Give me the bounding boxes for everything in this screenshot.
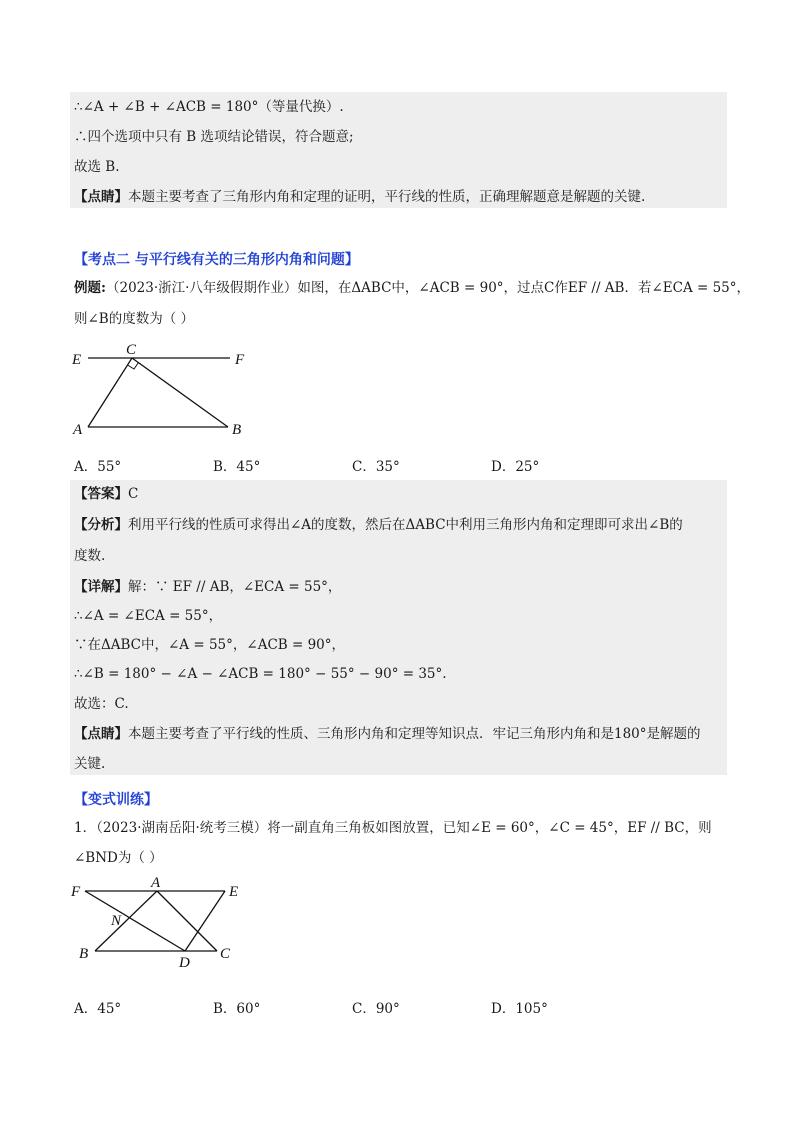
label-n2: N <box>111 913 122 929</box>
solution-line-3: 故选 B. <box>74 159 120 175</box>
answer-value: C <box>128 486 139 502</box>
option-a: A．55° <box>74 459 122 475</box>
analysis-tag: 【分析】 <box>74 517 128 533</box>
label-f2: F <box>71 884 81 900</box>
detail-line-4: ∴∠B = 180° − ∠A − ∠ACB = 180° − 55° − 90° = 35°. <box>74 666 447 682</box>
triangles-figure <box>65 872 250 972</box>
variant-title: 【变式训练】 <box>74 792 158 808</box>
detail-line-3: ∵在ΔABC中，∠A = 55°，∠ACB = 90°， <box>74 637 346 653</box>
label-d2: D <box>179 955 190 971</box>
label-f: F <box>235 352 245 368</box>
label-c2: C <box>220 946 231 962</box>
example-line-1 <box>74 278 750 298</box>
label-a2: A <box>151 875 161 891</box>
tip-line-1 <box>74 724 701 744</box>
detail-text: 解：∵ EF // AB，∠ECA = 55°， <box>128 579 342 595</box>
line-de <box>185 891 225 951</box>
tip2-text: 本题主要考查了平行线的性质、三角形内角和定理等知识点．牢记三角形内角和是180°是解题的 <box>128 726 701 742</box>
tip-line-2: 关键. <box>74 756 106 772</box>
solution-tip <box>74 187 645 207</box>
example-tag: 例题: <box>74 280 106 296</box>
example-line-2: 则∠B的度数为（ ） <box>74 311 195 327</box>
solution-line-1: ∴∠A + ∠B + ∠ACB = 180°（等量代换）. <box>74 99 344 115</box>
line-fd <box>85 891 185 951</box>
question-1-line-1: 1．（2023·湖南岳阳·统考三模）将一副直角三角板如图放置，已知∠E = 60°，∠C = 45°，EF // BC，则 <box>74 820 712 836</box>
option-d: D．25° <box>491 459 540 475</box>
detail-line-2: ∴∠A = ∠ECA = 55°， <box>74 608 223 624</box>
solution-line-2: ∴四个选项中只有 B 选项结论错误，符合题意; <box>74 129 354 145</box>
answer-line <box>74 484 138 504</box>
triangle-figure <box>70 342 260 442</box>
analysis-line-2: 度数. <box>74 548 106 564</box>
tip2-tag: 【点睛】 <box>74 726 128 742</box>
label-b2: B <box>79 946 89 962</box>
line-ba <box>95 891 157 951</box>
label-e2: E <box>229 884 239 900</box>
label-b: B <box>232 422 242 438</box>
option-c: C．35° <box>352 459 400 475</box>
option-d2: D．105° <box>491 1001 548 1017</box>
side-cb <box>132 358 228 427</box>
detail-line-5: 故选：C. <box>74 696 129 712</box>
analysis-line-1 <box>74 515 683 535</box>
line-ac <box>157 891 217 951</box>
label-e: E <box>72 352 82 368</box>
tip-tag: 【点睛】 <box>74 189 128 205</box>
option-a2: A．45° <box>74 1001 122 1017</box>
section-title: 【考点二 与平行线有关的三角形内角和问题】 <box>74 252 359 268</box>
label-c: C <box>126 342 137 358</box>
tip-text: 本题主要考查了三角形内角和定理的证明，平行线的性质，正确理解题意是解题的关键. <box>128 189 646 205</box>
example-text: （2023·浙江·八年级假期作业）如图，在ΔABC中，∠ACB = 90°，过点C作EF // AB．若∠ECA = 55°， <box>105 280 751 296</box>
side-ac <box>88 358 132 427</box>
detail-tag: 【详解】 <box>74 579 128 595</box>
answer-tag: 【答案】 <box>74 486 128 502</box>
option-b: B．45° <box>213 459 261 475</box>
option-b2: B．60° <box>213 1001 261 1017</box>
label-a: A <box>73 422 83 438</box>
analysis-text: 利用平行线的性质可求得出∠A的度数，然后在ΔABC中利用三角形内角和定理即可求出∠B的 <box>128 517 683 533</box>
detail-line-1 <box>74 577 341 597</box>
question-1-line-2: ∠BND为（ ） <box>74 850 163 866</box>
option-c2: C．90° <box>352 1001 400 1017</box>
